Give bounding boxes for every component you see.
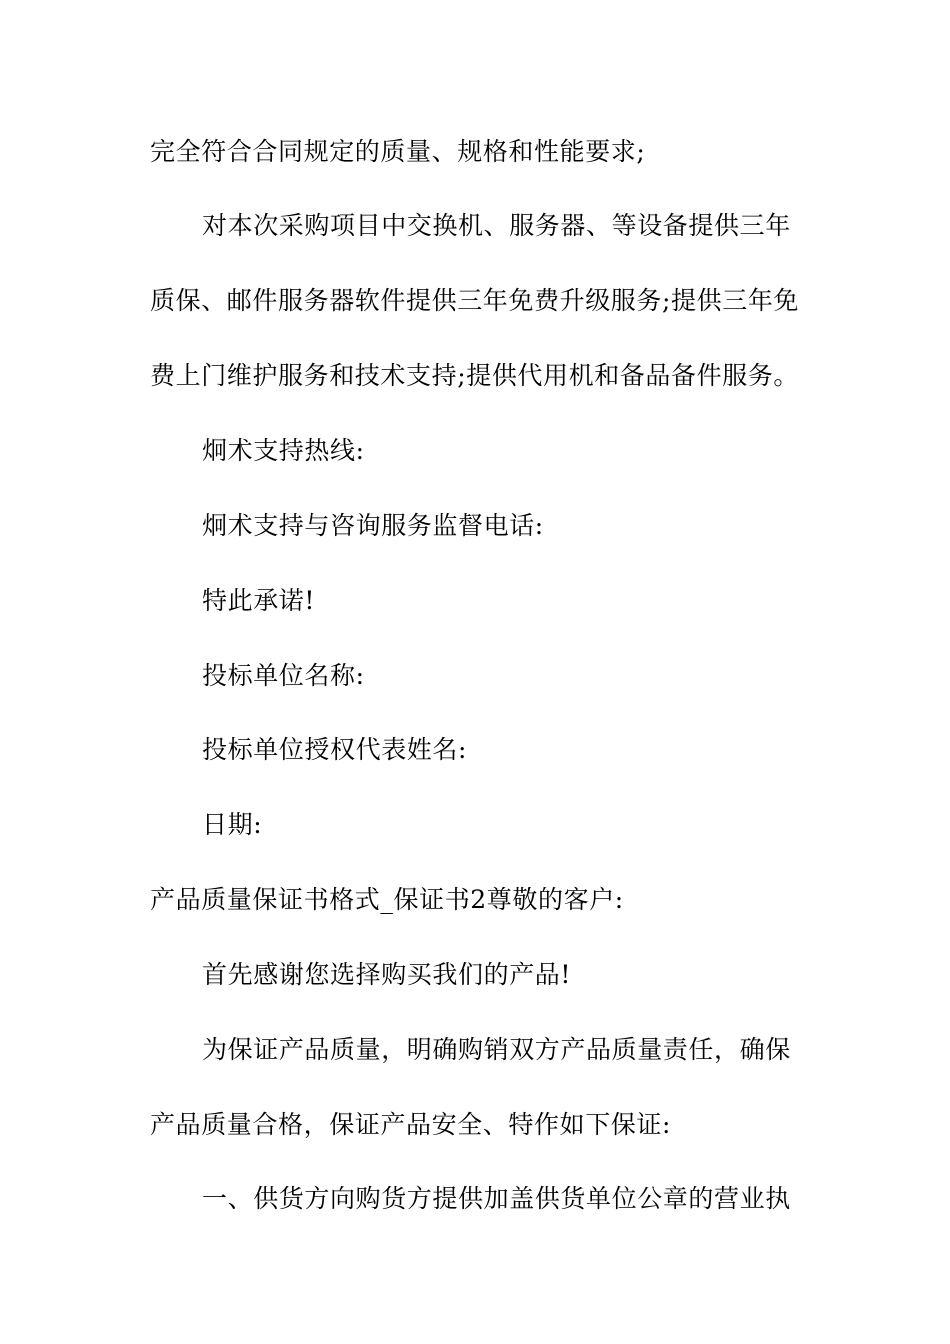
text-line-13: 为保证产品质量，明确购销双方产品质量责任，确保 [202, 1035, 791, 1064]
text-line-1: 完全符合合同规定的质量、规格和性能要求; [150, 137, 646, 166]
text-line-5: 炯术支持热线: [202, 436, 365, 465]
text-line-7: 特此承诺! [202, 586, 316, 615]
text-line-12: 首先感谢您选择购买我们的产品! [202, 960, 572, 989]
text-line-4: 费上门维护服务和技术支持;提供代用机和备品备件服务。 [150, 361, 800, 390]
text-line-6: 炯术支持与咨询服务监督电话: [202, 511, 544, 540]
text-line-9: 投标单位授权代表姓名: [202, 735, 468, 764]
text-line-2: 对本次采购项目中交换机、服务器、等设备提供三年 [202, 211, 791, 240]
text-line-15: 一、供货方向购货方提供加盖供货单位公章的营业执 [202, 1184, 791, 1213]
text-line-3: 质保、邮件服务器软件提供三年免费升级服务;提供三年免 [150, 286, 800, 315]
text-line-14: 产品质量合格，保证产品安全、特作如下保证: [150, 1110, 672, 1139]
text-line-11: 产品质量保证书格式_保证书2尊敬的客户: [150, 885, 624, 914]
text-line-8: 投标单位名称: [202, 661, 365, 690]
text-line-10: 日期: [202, 810, 263, 839]
